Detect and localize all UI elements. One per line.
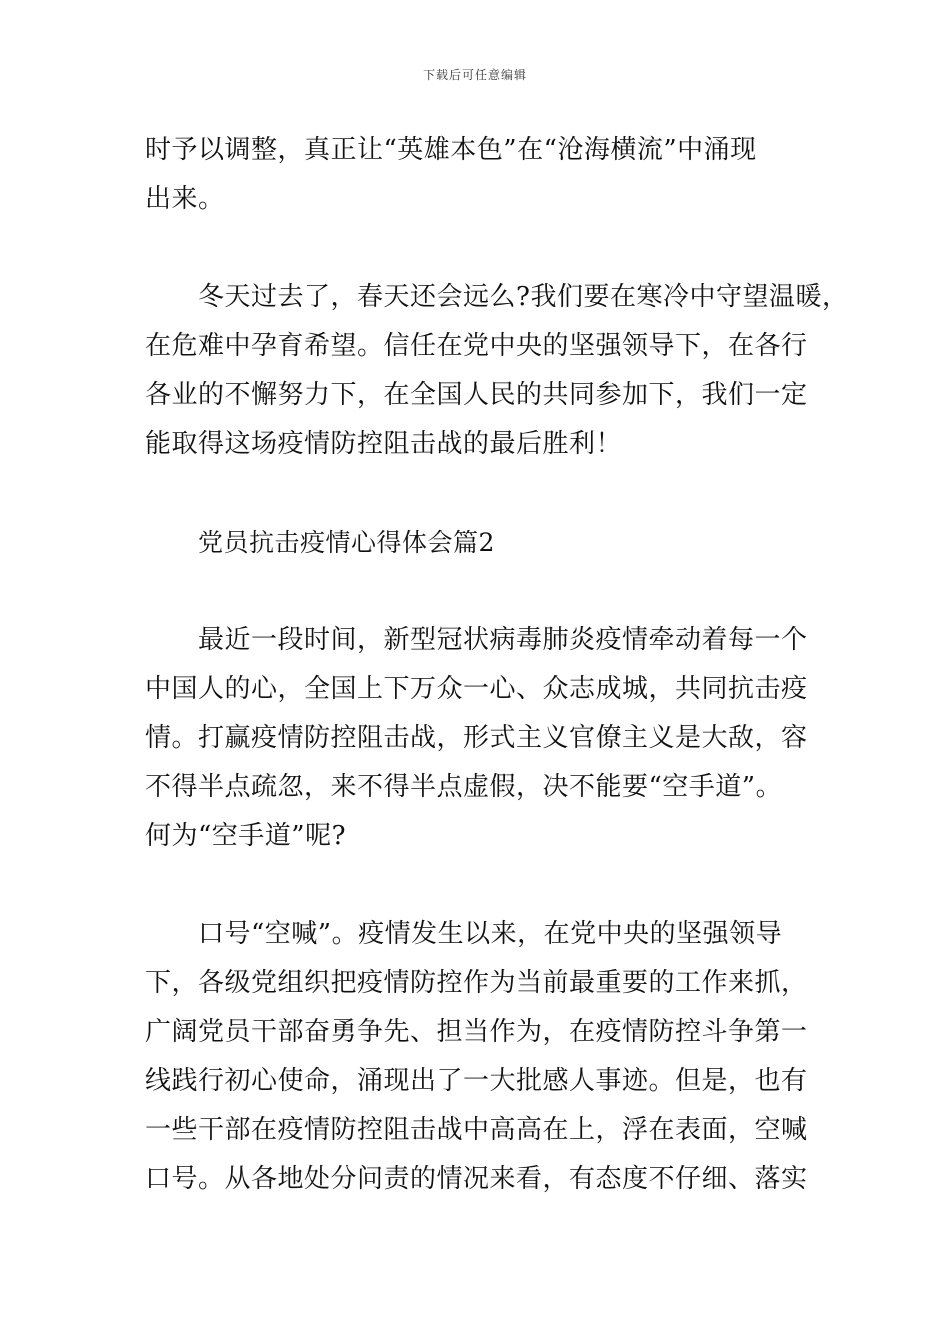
text-line: 口号。从各地处分问责的情况来看，有态度不仔细、落实 bbox=[145, 1164, 808, 1194]
section-heading bbox=[145, 518, 810, 567]
text-line: 在危难中孕育希望。信任在党中央的坚强领导下，在各行 bbox=[145, 331, 808, 361]
text-line: 出来。 bbox=[145, 184, 225, 214]
text-line: 最近一段时间，新型冠状病毒肺炎疫情牵动着每一个 bbox=[198, 625, 808, 655]
text-line: 冬天过去了，春天还会远么?我们要在寒冷中守望温暖， bbox=[198, 282, 849, 312]
document-body bbox=[145, 126, 849, 1204]
section-title: 党员抗击疫情心得体会篇2 bbox=[198, 528, 495, 557]
text-line: 情。打赢疫情防控阻击战，形式主义官僚主义是大敌，容 bbox=[145, 723, 808, 753]
text-line: 能取得这场疫情防控阻击战的最后胜利！ bbox=[145, 429, 623, 459]
text-line: 一些干部在疫情防控阻击战中高高在上，浮在表面，空喊 bbox=[145, 1115, 808, 1145]
paragraph bbox=[145, 910, 810, 1204]
paragraph-continuation bbox=[145, 126, 810, 224]
paragraph bbox=[145, 273, 849, 469]
text-line: 中国人的心，全国上下万众一心、众志成城，共同抗击疫 bbox=[145, 674, 808, 704]
text-line: 广阔党员干部奋勇争先、担当作为，在疫情防控斗争第一 bbox=[145, 1017, 808, 1047]
paragraph bbox=[145, 616, 810, 861]
text-line: 时予以调整，真正让“英雄本色”在“沧海横流”中涌现 bbox=[145, 135, 757, 165]
text-line: 口号“空喊”。疫情发生以来，在党中央的坚强领导 bbox=[198, 919, 783, 949]
page-header: 下载后可任意编辑 bbox=[422, 68, 527, 82]
text-line: 各业的不懈努力下，在全国人民的共同参加下，我们一定 bbox=[145, 380, 808, 410]
text-line: 不得半点疏忽，来不得半点虚假，决不能要“空手道”。 bbox=[145, 772, 783, 802]
text-line: 何为“空手道”呢? bbox=[145, 821, 347, 851]
text-line: 线践行初心使命，涌现出了一大批感人事迹。但是，也有 bbox=[145, 1066, 808, 1096]
text-line: 下，各级党组织把疫情防控作为当前最重要的工作来抓， bbox=[145, 968, 808, 998]
